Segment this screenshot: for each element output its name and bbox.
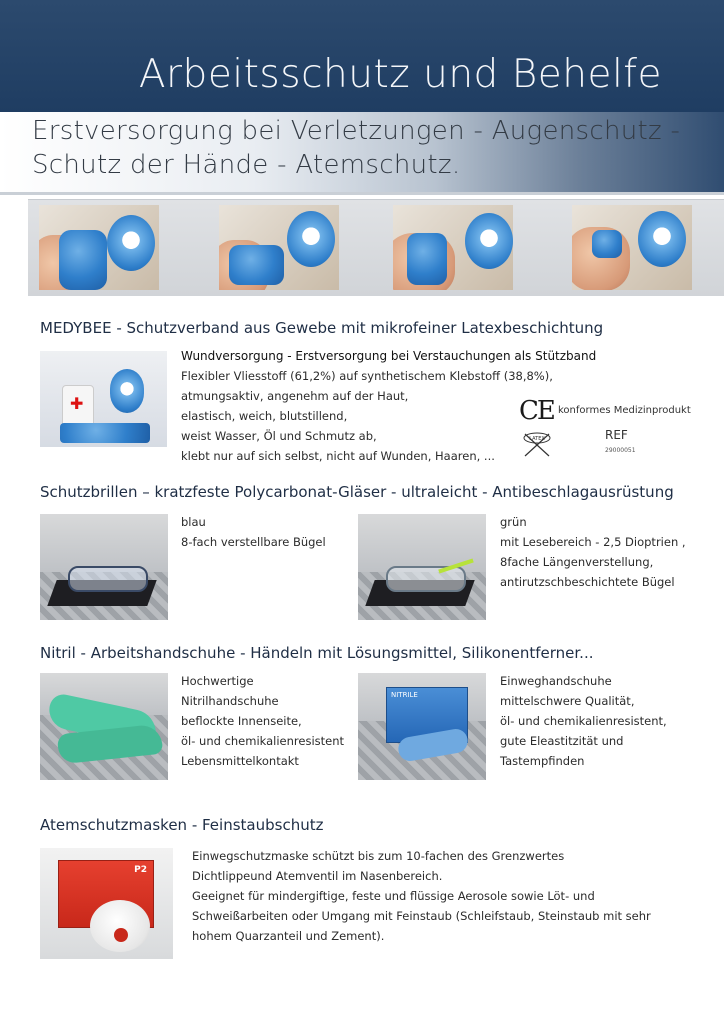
goggles-heading: Schutzbrillen – kratzfeste Polycarbonat-Gläser - ultraleicht - Antibeschlagausrüstung: [40, 483, 674, 501]
disposable-gloves-line: Tastempfinden: [500, 754, 585, 768]
medybee-product-photo: ✚: [40, 351, 167, 447]
respirator-mask-photo: [40, 848, 173, 959]
masks-heading: Atemschutzmasken - Feinstaubschutz: [40, 816, 324, 834]
latex-warning-icon: [519, 430, 555, 458]
ce-mark-icon: CE: [519, 396, 554, 426]
disposable-gloves-photo: [358, 673, 486, 780]
disposable-gloves-line: öl- und chemikalienresistent,: [500, 714, 667, 728]
subtitle-band: [0, 112, 724, 192]
masks-line: Dichtlippeund Atemventil im Nasenbereich.: [192, 869, 443, 883]
goggles-blue-text: [181, 512, 326, 552]
medybee-line: weist Wasser, Öl und Schmutz ab,: [181, 429, 377, 443]
masks-line: Geeignet für mindergiftige, feste und flüssige Aerosole sowie Löt- und: [192, 889, 595, 903]
nitrile-gloves-text: [181, 671, 344, 771]
nitrile-gloves-line: öl- und chemikalienresistent: [181, 734, 345, 748]
nitrile-gloves-line: Hochwertige: [181, 674, 254, 688]
masks-line: Einwegschutzmaske schützt bis zum 10-fachen des Grenzwertes: [192, 849, 565, 863]
goggles-green-line: antirutzschbeschichtete Bügel: [500, 575, 675, 589]
bandage-photo-2: [219, 205, 339, 290]
nitrile-gloves-line: Nitrilhandschuhe: [181, 694, 279, 708]
goggles-blue-photo: [40, 514, 168, 620]
goggles-blue-line: 8-fach verstellbare Bügel: [181, 535, 326, 549]
medybee-line: elastisch, weich, blutstillend,: [181, 409, 348, 423]
ref-number: 29000051: [605, 447, 636, 454]
header-banner: [0, 0, 724, 112]
masks-line: hohem Quarzanteil und Zement).: [192, 929, 385, 943]
ce-conformity-text: konformes Medizinprodukt: [558, 405, 691, 416]
medybee-heading: MEDYBEE - Schutzverband aus Gewebe mit mikrofeiner Latexbeschichtung: [40, 319, 604, 337]
goggles-green-line: mit Lesebereich - 2,5 Dioptrien ,: [500, 535, 686, 549]
medybee-subheading: Wundversorgung - Erstversorgung bei Verstauchungen als Stützband: [181, 349, 597, 363]
disposable-gloves-line: gute Eleastitzität und: [500, 734, 624, 748]
nitrile-gloves-line: Lebensmittelkontakt: [181, 754, 299, 768]
goggles-green-text: [500, 512, 686, 592]
disposable-gloves-line: Einweghandschuhe: [500, 674, 612, 688]
disposable-gloves-line: mittelschwere Qualität,: [500, 694, 635, 708]
medybee-line: klebt nur auf sich selbst, nicht auf Wunden, Haaren, ...: [181, 449, 495, 463]
glove-box-label: NITRILE: [391, 691, 418, 699]
goggles-green-photo: [358, 514, 486, 620]
goggles-blue-line: blau: [181, 515, 206, 529]
subtitle-line-1: Erstversorgung bei Verletzungen - Augenschutz -: [32, 116, 681, 146]
nitrile-gloves-line: beflockte Innenseite,: [181, 714, 302, 728]
goggles-green-line: 8fache Längenverstellung,: [500, 555, 654, 569]
masks-text: [192, 846, 651, 946]
nitrile-gloves-photo: [40, 673, 168, 780]
mask-box-label: P2: [134, 865, 147, 875]
bandage-photo-4: [572, 205, 692, 290]
subtitle-line-2: Schutz der Hände - Atemschutz.: [32, 150, 461, 180]
page-title: Arbeitsschutz und Behelfe: [138, 52, 662, 97]
disposable-gloves-text: [500, 671, 667, 771]
goggles-green-line: grün: [500, 515, 527, 529]
gloves-heading: Nitril - Arbeitshandschuhe - Händeln mit Lösungsmittel, Silikonentferner...: [40, 644, 594, 662]
masks-line: Schweißarbeiten oder Umgang mit Feinstaub (Schleifstaub, Steinstaub mit sehr: [192, 909, 651, 923]
medybee-line: Flexibler Vliesstoff (61,2%) auf synthetischem Klebstoff (38,8%),: [181, 369, 553, 383]
latex-label: LATEX: [529, 436, 545, 442]
ref-label: REF: [605, 428, 628, 442]
bandage-photo-3: [393, 205, 513, 290]
bandage-photo-1: [39, 205, 159, 290]
medybee-line: atmungsaktiv, angenehm auf der Haut,: [181, 389, 409, 403]
